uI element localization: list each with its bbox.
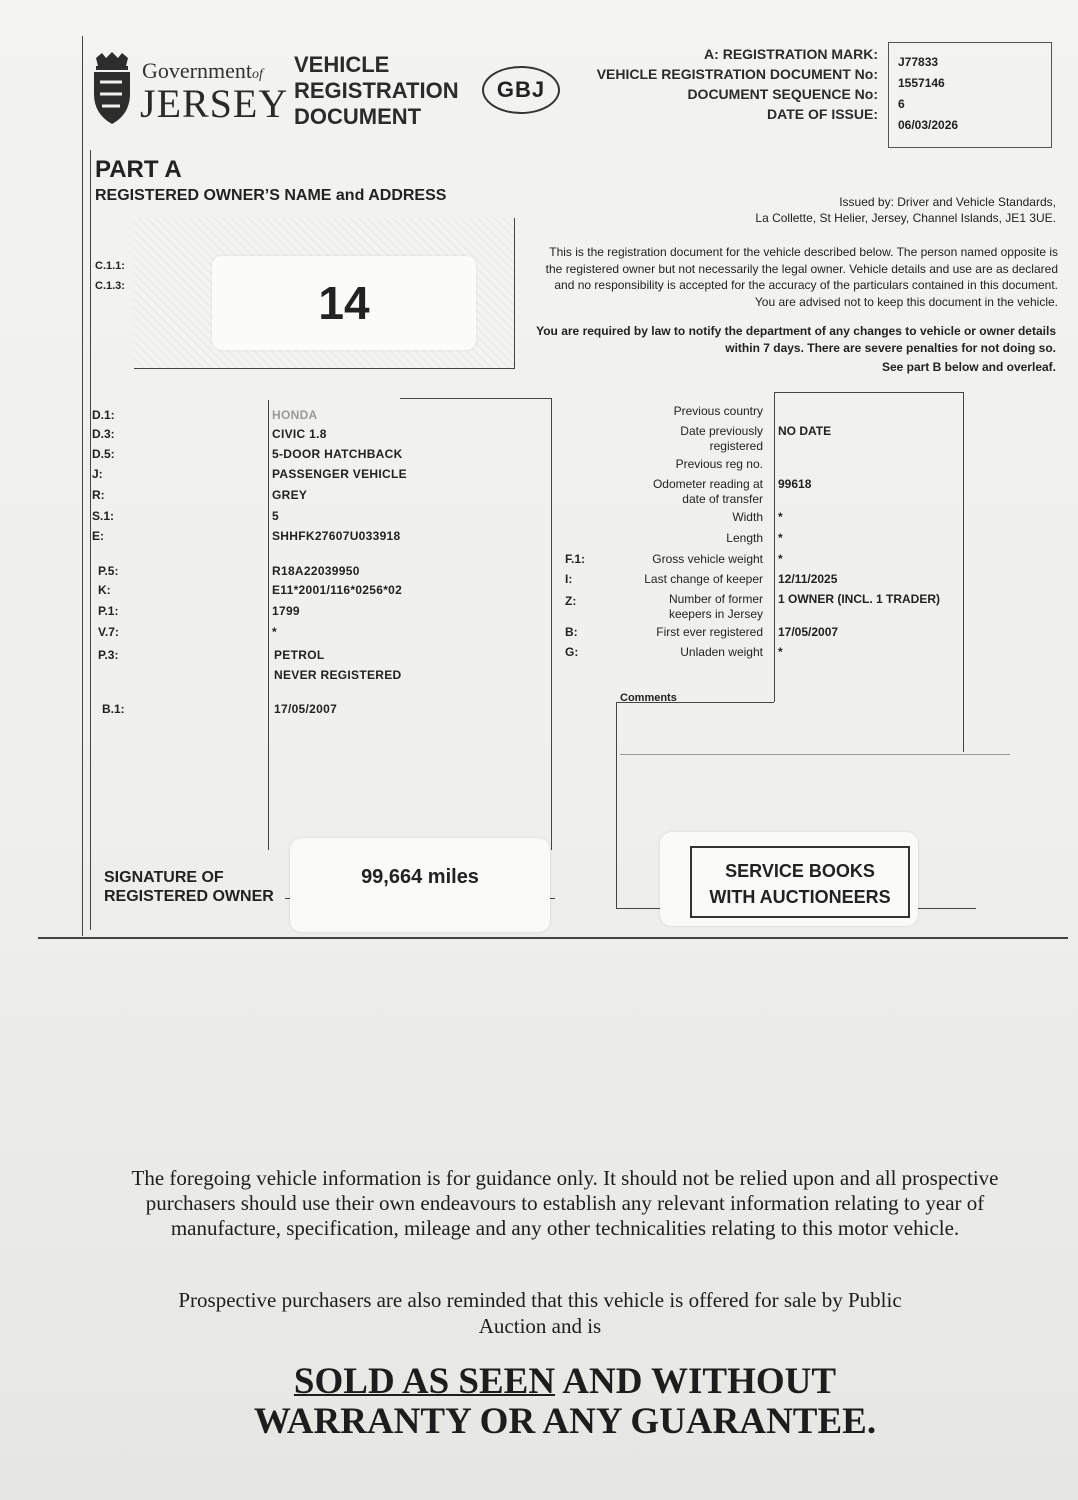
- service-books-note: SERVICE BOOKS WITH AUCTIONEERS: [690, 846, 910, 918]
- lot-number-sticker: 14: [212, 256, 476, 350]
- document-title: VEHICLE REGISTRATION DOCUMENT: [294, 52, 459, 129]
- owner-codes: C.1.1: C.1.3:: [95, 260, 125, 292]
- notice-paragraph: This is the registration document for the vehicle described below. The person named opposite is the registered owner but not necessarily the legal owner. Vehicle details and use are as declared and no responsibility is accepted for the accuracy of the particulars contained in this document. You are advised not to keep this document in the vehicle.: [545, 245, 1058, 309]
- reg-mark: J77833: [898, 55, 939, 69]
- registration-labels: A: REGISTRATION MARK: VEHICLE REGISTRATION DOCUMENT No: DOCUMENT SEQUENCE No: DATE OF ISSUE:: [596, 46, 878, 122]
- right-table-top: [774, 392, 964, 393]
- left-table-top: [400, 398, 552, 399]
- sold-as-seen-warning: SOLD AS SEEN AND WITHOUT WARRANTY OR ANY GUARANTEE.: [253, 1361, 877, 1442]
- mileage-value: 99,664 miles: [361, 866, 479, 888]
- issuer-address: Issued by: Driver and Vehicle Standards, La Collette, St Helier, Jersey, Channel Islands, JE1 3UE.: [755, 195, 1056, 225]
- frame-inner-left-line: [90, 150, 91, 930]
- part-a-title: PART A: [95, 156, 182, 183]
- sequence-number: 6: [898, 97, 905, 111]
- registration-values: [898, 52, 958, 136]
- doc-number: 1557146: [898, 76, 945, 90]
- auction-reminder: Prospective purchasers are also reminded that this vehicle is offered for sale by Public Auction and is: [178, 1288, 902, 1338]
- country-code-badge: GBJ: [482, 66, 560, 114]
- owner-heading: REGISTERED OWNER’S NAME and ADDRESS: [95, 187, 447, 204]
- frame-bottom-line: [38, 937, 1068, 939]
- signature-label: SIGNATURE OF REGISTERED OWNER: [104, 869, 274, 905]
- frame-left-line: [82, 36, 83, 936]
- disclaimer-paragraph: The foregoing vehicle information is for guidance only. It should not be relied upon and all prospective purchasers should use their own endeavours to establish any relevant information relating to year of manufacture, specification, mileage and any other technicalities relating to this motor vehicle.: [131, 1166, 999, 1240]
- see-part-b: See part B below and overleaf.: [881, 360, 1056, 374]
- gov-wordmark-top: Governmentof: [142, 58, 263, 83]
- left-table-right: [551, 398, 552, 850]
- right-table-divider: [774, 392, 775, 702]
- comments-label: Comments: [620, 692, 677, 704]
- fold-line: [620, 754, 1010, 755]
- issue-date: 06/03/2026: [898, 118, 959, 132]
- comments-left: [616, 702, 617, 908]
- left-table-divider: [268, 400, 269, 850]
- jersey-crest-icon: [90, 52, 134, 126]
- gov-wordmark-jersey: JERSEY: [140, 81, 289, 126]
- legal-notice: You are required by law to notify the department of any changes to vehicle or owner details within 7 days. There are severe penalties for not doing so.: [536, 324, 1056, 355]
